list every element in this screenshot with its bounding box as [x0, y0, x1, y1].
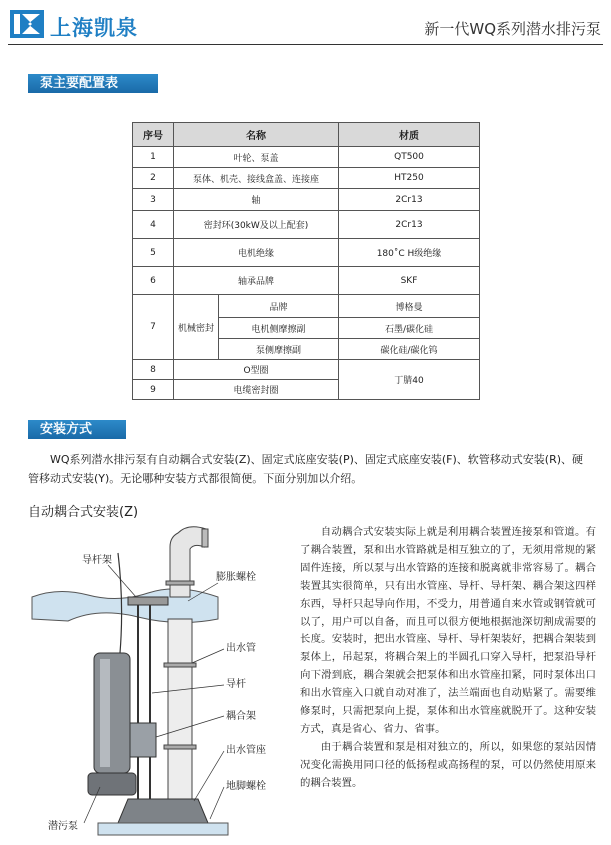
section-bar-config: [28, 74, 158, 93]
cell-name: 泵体、机壳、接线盒盖、连接座: [174, 168, 339, 189]
cell-material: QT500: [339, 147, 480, 168]
cell-name: 叶轮、泵盖: [174, 147, 339, 168]
config-table: [132, 122, 480, 400]
cell-material: 2Cr13: [339, 189, 480, 211]
label-outlet-pipe: 出水管: [226, 643, 256, 654]
cell-no: 9: [133, 380, 174, 400]
cell-no: 8: [133, 360, 174, 380]
paragraph: 由于耦合装置和泵是相对独立的，所以，如果您的泵站因情况变化需换用同口径的低扬程或高扬程的泵，可以仍然使用原来的耦合装置。: [300, 740, 596, 789]
cell-material: HT250: [339, 168, 480, 189]
label-guide-frame: 导杆架: [82, 555, 112, 566]
label-coupling-frame: 耦合架: [226, 711, 256, 722]
cell-name: O型圈: [174, 360, 339, 380]
section-title-config: 泵主要配置表: [40, 76, 119, 91]
label-sewage-pump: 潜污泵: [48, 821, 78, 832]
cell-no: 4: [133, 211, 174, 239]
cell-group: 机械密封: [174, 295, 219, 360]
cell-material: 碳化硅/碳化钨: [339, 339, 480, 360]
intro-paragraph: WQ系列潜水排污泵有自动耦合式安装(Z)、固定式底座安装(P)、固定式底座安装(F)、软管移动式安装(R)、硬管移动式安装(Y)。无论哪种安装方式都很简便。下面分别加以介绍。: [28, 453, 584, 485]
brand-name: 上海凯泉: [50, 16, 138, 40]
cell-material: 石墨/碳化硅: [339, 318, 480, 339]
table-row: [133, 295, 480, 318]
paragraph: 自动耦合式安装实际上就是利用耦合装置连接泵和管道。有了耦合装置，泵和出水管路就是相互独立的了，无须用常规的紧固件连接，所以泵与出水管路的连接和脱离就非常容易了。耦合装置其实很简单，只有出水管座、导杆、导杆架、耦合架这四样东西，导杆只起导向作用，不受力，用普通自来水管或钢管就可以了，用户可以自备，而且可以很方便地根据池深切割成需要的长度。安装时，把出水管座、导杆、导杆架装好，把耦合架装到泵体上，吊起泵，将耦合架上的半圆孔口穿入导杆，把泵沿导杆向下滑到底，耦合架就会把泵体和出水管座扣紧，同时泵体出口和出水管座入口就自动对准了，法兰端面也自动贴紧了。需要维修泵时，只需把泵向上提，泵体和出水管座就脱开了。这种安装方式，真是省心、省力、省事。: [300, 526, 596, 735]
cell-name: 密封环(30kW及以上配套): [174, 211, 339, 239]
cell-material: 2Cr13: [339, 211, 480, 239]
cell-no: 7: [133, 295, 174, 360]
cell-no: 2: [133, 168, 174, 189]
subsection-heading: 自动耦合式安装(Z): [28, 505, 139, 520]
page-header: [0, 0, 611, 48]
cell-no: 5: [133, 239, 174, 267]
label-guide-rod: 导杆: [226, 679, 246, 690]
page-title: 新一代WQ系列潜水排污泵: [424, 20, 601, 38]
section-bar-install: [28, 420, 126, 439]
cell-material: SKF: [339, 267, 480, 295]
cell-name: 轴: [174, 189, 339, 211]
table-row: [133, 189, 480, 211]
header-divider: [8, 44, 603, 45]
column-header-no: 序号: [133, 123, 174, 147]
table-row: [133, 239, 480, 267]
cell-name: 电机侧摩擦副: [219, 318, 339, 339]
column-header-material: 材质: [339, 123, 480, 147]
label-outlet-seat: 出水管座: [226, 745, 266, 756]
table-header-row: [133, 123, 480, 147]
cell-material: 180˚C H级绝缘: [339, 239, 480, 267]
label-expansion-bolt: 膨胀螺栓: [216, 572, 256, 583]
body-text: [300, 524, 596, 793]
cell-name: 品牌: [219, 295, 339, 318]
cell-no: 1: [133, 147, 174, 168]
cell-name: 电缆密封圈: [174, 380, 339, 400]
cell-material: 博格曼: [339, 295, 480, 318]
cell-name: 泵侧摩擦副: [219, 339, 339, 360]
label-anchor-bolt: 地脚螺栓: [226, 781, 266, 792]
table-row: [133, 168, 480, 189]
table-row: [133, 267, 480, 295]
section-title-install: 安装方式: [40, 422, 93, 437]
brand-logo-icon: [10, 10, 44, 38]
installation-diagram: [28, 523, 296, 843]
cell-material: 丁腈40: [339, 360, 480, 400]
table-row: [133, 360, 480, 380]
table-row: [133, 211, 480, 239]
cell-no: 3: [133, 189, 174, 211]
table-row: [133, 147, 480, 168]
cell-no: 6: [133, 267, 174, 295]
cell-name: 电机绝缘: [174, 239, 339, 267]
column-header-name: 名称: [174, 123, 339, 147]
cell-name: 轴承品牌: [174, 267, 339, 295]
